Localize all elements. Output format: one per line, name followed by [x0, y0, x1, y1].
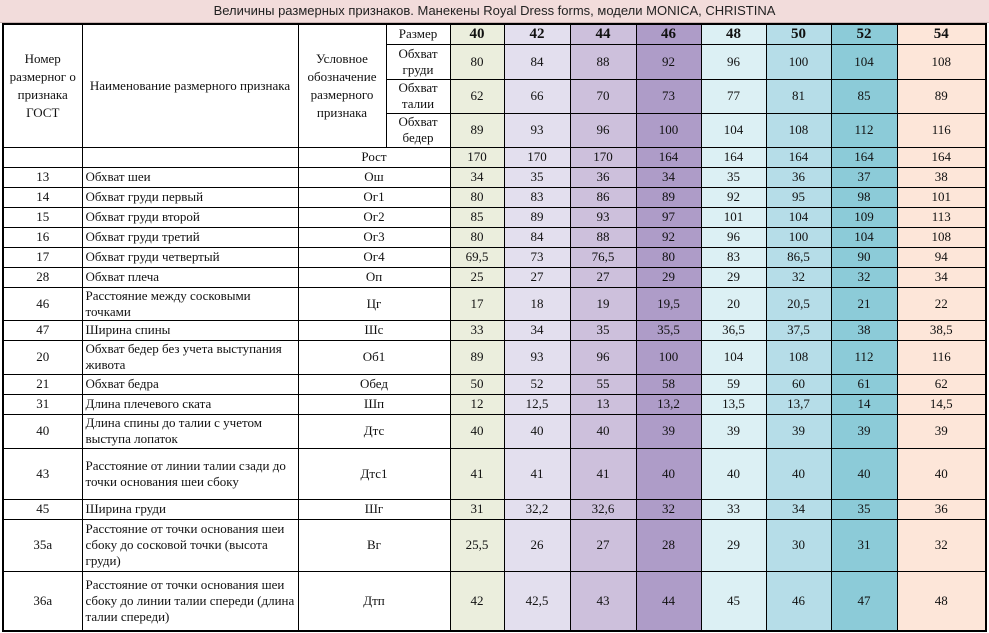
- measurement-value: 13,2: [636, 394, 701, 414]
- table-row: [3, 267, 986, 287]
- table-row: [3, 394, 986, 414]
- measurement-name: Длина плечевого ската: [82, 394, 298, 414]
- height-value-52: 164: [831, 147, 897, 167]
- size-value-42: 42: [504, 24, 570, 44]
- height-value-40: 170: [450, 147, 504, 167]
- measurement-value: 37,5: [766, 320, 831, 340]
- measurement-value: 60: [766, 374, 831, 394]
- measurement-value: 40: [570, 414, 636, 448]
- measurement-value: 36: [897, 499, 986, 519]
- measurement-value: 38,5: [897, 320, 986, 340]
- measurement-value: 32,6: [570, 499, 636, 519]
- measurement-value: 116: [897, 340, 986, 374]
- gost-number: 13: [3, 167, 82, 187]
- measurement-value: 30: [766, 519, 831, 571]
- size-value-50: 50: [766, 24, 831, 44]
- measurement-value: 35: [570, 320, 636, 340]
- size-label: Размер: [386, 24, 450, 44]
- chest-value-48: 96: [701, 44, 766, 79]
- measurement-value: 13: [570, 394, 636, 414]
- measurement-value: 95: [766, 187, 831, 207]
- measurement-code: Ог3: [298, 227, 450, 247]
- measurement-value: 38: [897, 167, 986, 187]
- waist-value-48: 77: [701, 79, 766, 113]
- measurement-value: 25: [450, 267, 504, 287]
- measurement-value: 80: [636, 247, 701, 267]
- measurement-name: Расстояние от точки основания шеи сбоку до сосковой точки (высота груди): [82, 519, 298, 571]
- table-row: [3, 571, 986, 631]
- chest-value-52: 104: [831, 44, 897, 79]
- measurement-value: 14,5: [897, 394, 986, 414]
- height-value-44: 170: [570, 147, 636, 167]
- measurement-name: Обхват бедер без учета выступания живота: [82, 340, 298, 374]
- size-value-48: 48: [701, 24, 766, 44]
- measurement-value: 38: [831, 320, 897, 340]
- gost-number: 15: [3, 207, 82, 227]
- measurement-value: 40: [450, 414, 504, 448]
- table-row: [3, 448, 986, 499]
- measurement-value: 13,7: [766, 394, 831, 414]
- measurement-value: 32: [766, 267, 831, 287]
- hips-value-48: 104: [701, 113, 766, 147]
- table-row: [3, 187, 986, 207]
- measurement-value: 59: [701, 374, 766, 394]
- measurement-value: 90: [831, 247, 897, 267]
- measurement-value: 52: [504, 374, 570, 394]
- measurement-value: 48: [897, 571, 986, 631]
- measurement-value: 69,5: [450, 247, 504, 267]
- measurement-value: 96: [570, 340, 636, 374]
- measurement-value: 42,5: [504, 571, 570, 631]
- waist-value-52: 85: [831, 79, 897, 113]
- measurement-name: Расстояние от точки основания шеи сбоку до линии талии спереди (длина талии спереди): [82, 571, 298, 631]
- measurement-value: 46: [766, 571, 831, 631]
- chest-value-40: 80: [450, 44, 504, 79]
- hips-value-42: 93: [504, 113, 570, 147]
- measurement-value: 17: [450, 287, 504, 320]
- height-value-50: 164: [766, 147, 831, 167]
- measurement-value: 94: [897, 247, 986, 267]
- hips-value-50: 108: [766, 113, 831, 147]
- gost-number: 36а: [3, 571, 82, 631]
- measurement-value: 18: [504, 287, 570, 320]
- gost-number: 40: [3, 414, 82, 448]
- gost-number: 47: [3, 320, 82, 340]
- measurement-value: 41: [570, 448, 636, 499]
- measurement-value: 109: [831, 207, 897, 227]
- table-row: [3, 207, 986, 227]
- measurement-value: 108: [766, 340, 831, 374]
- measurement-value: 40: [897, 448, 986, 499]
- measurement-value: 83: [701, 247, 766, 267]
- measurement-name: Расстояние между сосковыми точками: [82, 287, 298, 320]
- measurement-value: 47: [831, 571, 897, 631]
- height-label: Рост: [298, 147, 450, 167]
- measurement-value: 33: [701, 499, 766, 519]
- measurement-value: 100: [766, 227, 831, 247]
- chest-value-54: 108: [897, 44, 986, 79]
- measurement-code: Ош: [298, 167, 450, 187]
- measurement-code: Шс: [298, 320, 450, 340]
- measurement-value: 62: [897, 374, 986, 394]
- measurement-value: 86: [570, 187, 636, 207]
- measurement-code: Ог2: [298, 207, 450, 227]
- measurement-value: 89: [636, 187, 701, 207]
- header-measurement-name: Наименование размерного признака: [82, 24, 298, 147]
- gost-number: 14: [3, 187, 82, 207]
- table-title: Величины размерных признаков. Манекены Royal Dress forms, модели MONICA, CHRISTINA: [0, 0, 989, 23]
- measurement-name: Расстояние от линии талии сзади до точки основания шеи сбоку: [82, 448, 298, 499]
- measurement-value: 97: [636, 207, 701, 227]
- waist-value-46: 73: [636, 79, 701, 113]
- height-value-46: 164: [636, 147, 701, 167]
- measurement-value: 22: [897, 287, 986, 320]
- table-row: [3, 519, 986, 571]
- measurement-value: 40: [701, 448, 766, 499]
- measurement-value: 35: [504, 167, 570, 187]
- measurement-name: Обхват груди второй: [82, 207, 298, 227]
- measurement-value: 25,5: [450, 519, 504, 571]
- table-row: [3, 320, 986, 340]
- measurement-value: 14: [831, 394, 897, 414]
- gost-number: 35а: [3, 519, 82, 571]
- measurement-name: Обхват груди первый: [82, 187, 298, 207]
- measurement-value: 93: [504, 340, 570, 374]
- chest-value-50: 100: [766, 44, 831, 79]
- measurement-code: Ог1: [298, 187, 450, 207]
- measurement-value: 39: [636, 414, 701, 448]
- measurement-name: Обхват шеи: [82, 167, 298, 187]
- waist-label: Обхват талии: [386, 79, 450, 113]
- measurement-value: 58: [636, 374, 701, 394]
- measurement-value: 12,5: [504, 394, 570, 414]
- measurement-value: 43: [570, 571, 636, 631]
- measurement-value: 88: [570, 227, 636, 247]
- table-row: [3, 414, 986, 448]
- measurement-value: 96: [701, 227, 766, 247]
- waist-value-40: 62: [450, 79, 504, 113]
- measurement-code: Оп: [298, 267, 450, 287]
- measurement-value: 93: [570, 207, 636, 227]
- header-measurement-code: Условное обозначение размерного признака: [298, 24, 386, 147]
- measurement-value: 113: [897, 207, 986, 227]
- measurement-code: Дтп: [298, 571, 450, 631]
- hips-value-52: 112: [831, 113, 897, 147]
- waist-value-42: 66: [504, 79, 570, 113]
- measurement-value: 39: [701, 414, 766, 448]
- gost-number: 16: [3, 227, 82, 247]
- height-value-48: 164: [701, 147, 766, 167]
- table-row: [3, 167, 986, 187]
- height-value-54: 164: [897, 147, 986, 167]
- measurement-name: Обхват груди четвертый: [82, 247, 298, 267]
- measurement-value: 98: [831, 187, 897, 207]
- measurement-value: 76,5: [570, 247, 636, 267]
- waist-value-44: 70: [570, 79, 636, 113]
- measurement-code: Вг: [298, 519, 450, 571]
- measurement-value: 89: [450, 340, 504, 374]
- measurement-value: 101: [897, 187, 986, 207]
- measurement-value: 34: [504, 320, 570, 340]
- measurement-value: 29: [701, 267, 766, 287]
- empty-cell: [3, 147, 82, 167]
- measurement-value: 35,5: [636, 320, 701, 340]
- measurement-value: 112: [831, 340, 897, 374]
- measurement-name: Ширина спины: [82, 320, 298, 340]
- measurement-value: 34: [636, 167, 701, 187]
- measurement-value: 108: [897, 227, 986, 247]
- measurement-value: 41: [450, 448, 504, 499]
- empty-cell: [82, 147, 298, 167]
- measurement-value: 92: [636, 227, 701, 247]
- chest-value-44: 88: [570, 44, 636, 79]
- measurement-value: 33: [450, 320, 504, 340]
- size-measurements-table: [2, 23, 987, 632]
- measurement-value: 84: [504, 227, 570, 247]
- measurement-value: 40: [636, 448, 701, 499]
- measurement-value: 50: [450, 374, 504, 394]
- measurement-value: 44: [636, 571, 701, 631]
- measurement-value: 19: [570, 287, 636, 320]
- measurement-value: 92: [701, 187, 766, 207]
- measurement-code: Ог4: [298, 247, 450, 267]
- table-row: [3, 247, 986, 267]
- table-row: [3, 374, 986, 394]
- size-value-52: 52: [831, 24, 897, 44]
- measurement-code: Цг: [298, 287, 450, 320]
- measurement-value: 28: [636, 519, 701, 571]
- table-row: [3, 499, 986, 519]
- measurement-value: 89: [504, 207, 570, 227]
- measurement-value: 101: [701, 207, 766, 227]
- gost-number: 20: [3, 340, 82, 374]
- measurement-value: 12: [450, 394, 504, 414]
- measurement-value: 83: [504, 187, 570, 207]
- measurement-code: Об1: [298, 340, 450, 374]
- measurement-name: Ширина груди: [82, 499, 298, 519]
- hips-value-46: 100: [636, 113, 701, 147]
- measurement-value: 29: [636, 267, 701, 287]
- measurement-name: Обхват плеча: [82, 267, 298, 287]
- measurement-value: 73: [504, 247, 570, 267]
- measurement-value: 13,5: [701, 394, 766, 414]
- size-value-44: 44: [570, 24, 636, 44]
- measurement-value: 36: [766, 167, 831, 187]
- measurement-value: 29: [701, 519, 766, 571]
- table-row: [3, 227, 986, 247]
- measurement-value: 86,5: [766, 247, 831, 267]
- header-gost-number: Номер размерног о признака ГОСТ: [3, 24, 82, 147]
- measurement-value: 34: [766, 499, 831, 519]
- measurement-value: 80: [450, 227, 504, 247]
- hips-value-44: 96: [570, 113, 636, 147]
- measurement-value: 104: [766, 207, 831, 227]
- measurement-value: 27: [570, 267, 636, 287]
- gost-number: 28: [3, 267, 82, 287]
- hips-value-40: 89: [450, 113, 504, 147]
- measurement-value: 35: [701, 167, 766, 187]
- measurement-value: 26: [504, 519, 570, 571]
- measurement-value: 36: [570, 167, 636, 187]
- measurement-value: 32: [636, 499, 701, 519]
- measurement-value: 100: [636, 340, 701, 374]
- measurement-value: 32,2: [504, 499, 570, 519]
- measurement-value: 34: [897, 267, 986, 287]
- measurement-value: 20: [701, 287, 766, 320]
- measurement-value: 85: [450, 207, 504, 227]
- measurement-value: 20,5: [766, 287, 831, 320]
- chest-value-42: 84: [504, 44, 570, 79]
- measurement-value: 39: [766, 414, 831, 448]
- gost-number: 43: [3, 448, 82, 499]
- hips-value-54: 116: [897, 113, 986, 147]
- measurement-value: 40: [504, 414, 570, 448]
- height-value-42: 170: [504, 147, 570, 167]
- measurement-code: Шг: [298, 499, 450, 519]
- measurement-value: 80: [450, 187, 504, 207]
- measurement-value: 42: [450, 571, 504, 631]
- measurement-value: 32: [897, 519, 986, 571]
- measurement-value: 104: [831, 227, 897, 247]
- measurement-name: Обхват груди третий: [82, 227, 298, 247]
- waist-value-54: 89: [897, 79, 986, 113]
- chest-label: Обхват груди: [386, 44, 450, 79]
- measurement-value: 21: [831, 287, 897, 320]
- measurement-value: 40: [831, 448, 897, 499]
- measurement-value: 41: [504, 448, 570, 499]
- hips-label: Обхват бедер: [386, 113, 450, 147]
- waist-value-50: 81: [766, 79, 831, 113]
- measurement-value: 36,5: [701, 320, 766, 340]
- measurement-name: Длина спины до талии с учетом выступа лопаток: [82, 414, 298, 448]
- measurement-code: Обед: [298, 374, 450, 394]
- measurement-value: 61: [831, 374, 897, 394]
- measurement-value: 39: [897, 414, 986, 448]
- size-value-54: 54: [897, 24, 986, 44]
- measurement-value: 31: [831, 519, 897, 571]
- measurement-value: 32: [831, 267, 897, 287]
- chest-value-46: 92: [636, 44, 701, 79]
- measurement-value: 35: [831, 499, 897, 519]
- gost-number: 31: [3, 394, 82, 414]
- measurement-value: 27: [570, 519, 636, 571]
- gost-number: 17: [3, 247, 82, 267]
- size-value-46: 46: [636, 24, 701, 44]
- measurement-value: 55: [570, 374, 636, 394]
- measurement-value: 27: [504, 267, 570, 287]
- measurement-code: Дтс: [298, 414, 450, 448]
- measurement-value: 34: [450, 167, 504, 187]
- measurement-value: 37: [831, 167, 897, 187]
- gost-number: 46: [3, 287, 82, 320]
- measurement-name: Обхват бедра: [82, 374, 298, 394]
- size-value-40: 40: [450, 24, 504, 44]
- table-row: [3, 287, 986, 320]
- measurement-code: Дтс1: [298, 448, 450, 499]
- measurement-code: Шп: [298, 394, 450, 414]
- gost-number: 21: [3, 374, 82, 394]
- measurement-value: 19,5: [636, 287, 701, 320]
- table-row: [3, 340, 986, 374]
- gost-number: 45: [3, 499, 82, 519]
- measurement-value: 40: [766, 448, 831, 499]
- measurement-value: 104: [701, 340, 766, 374]
- measurement-value: 31: [450, 499, 504, 519]
- measurement-value: 45: [701, 571, 766, 631]
- measurement-value: 39: [831, 414, 897, 448]
